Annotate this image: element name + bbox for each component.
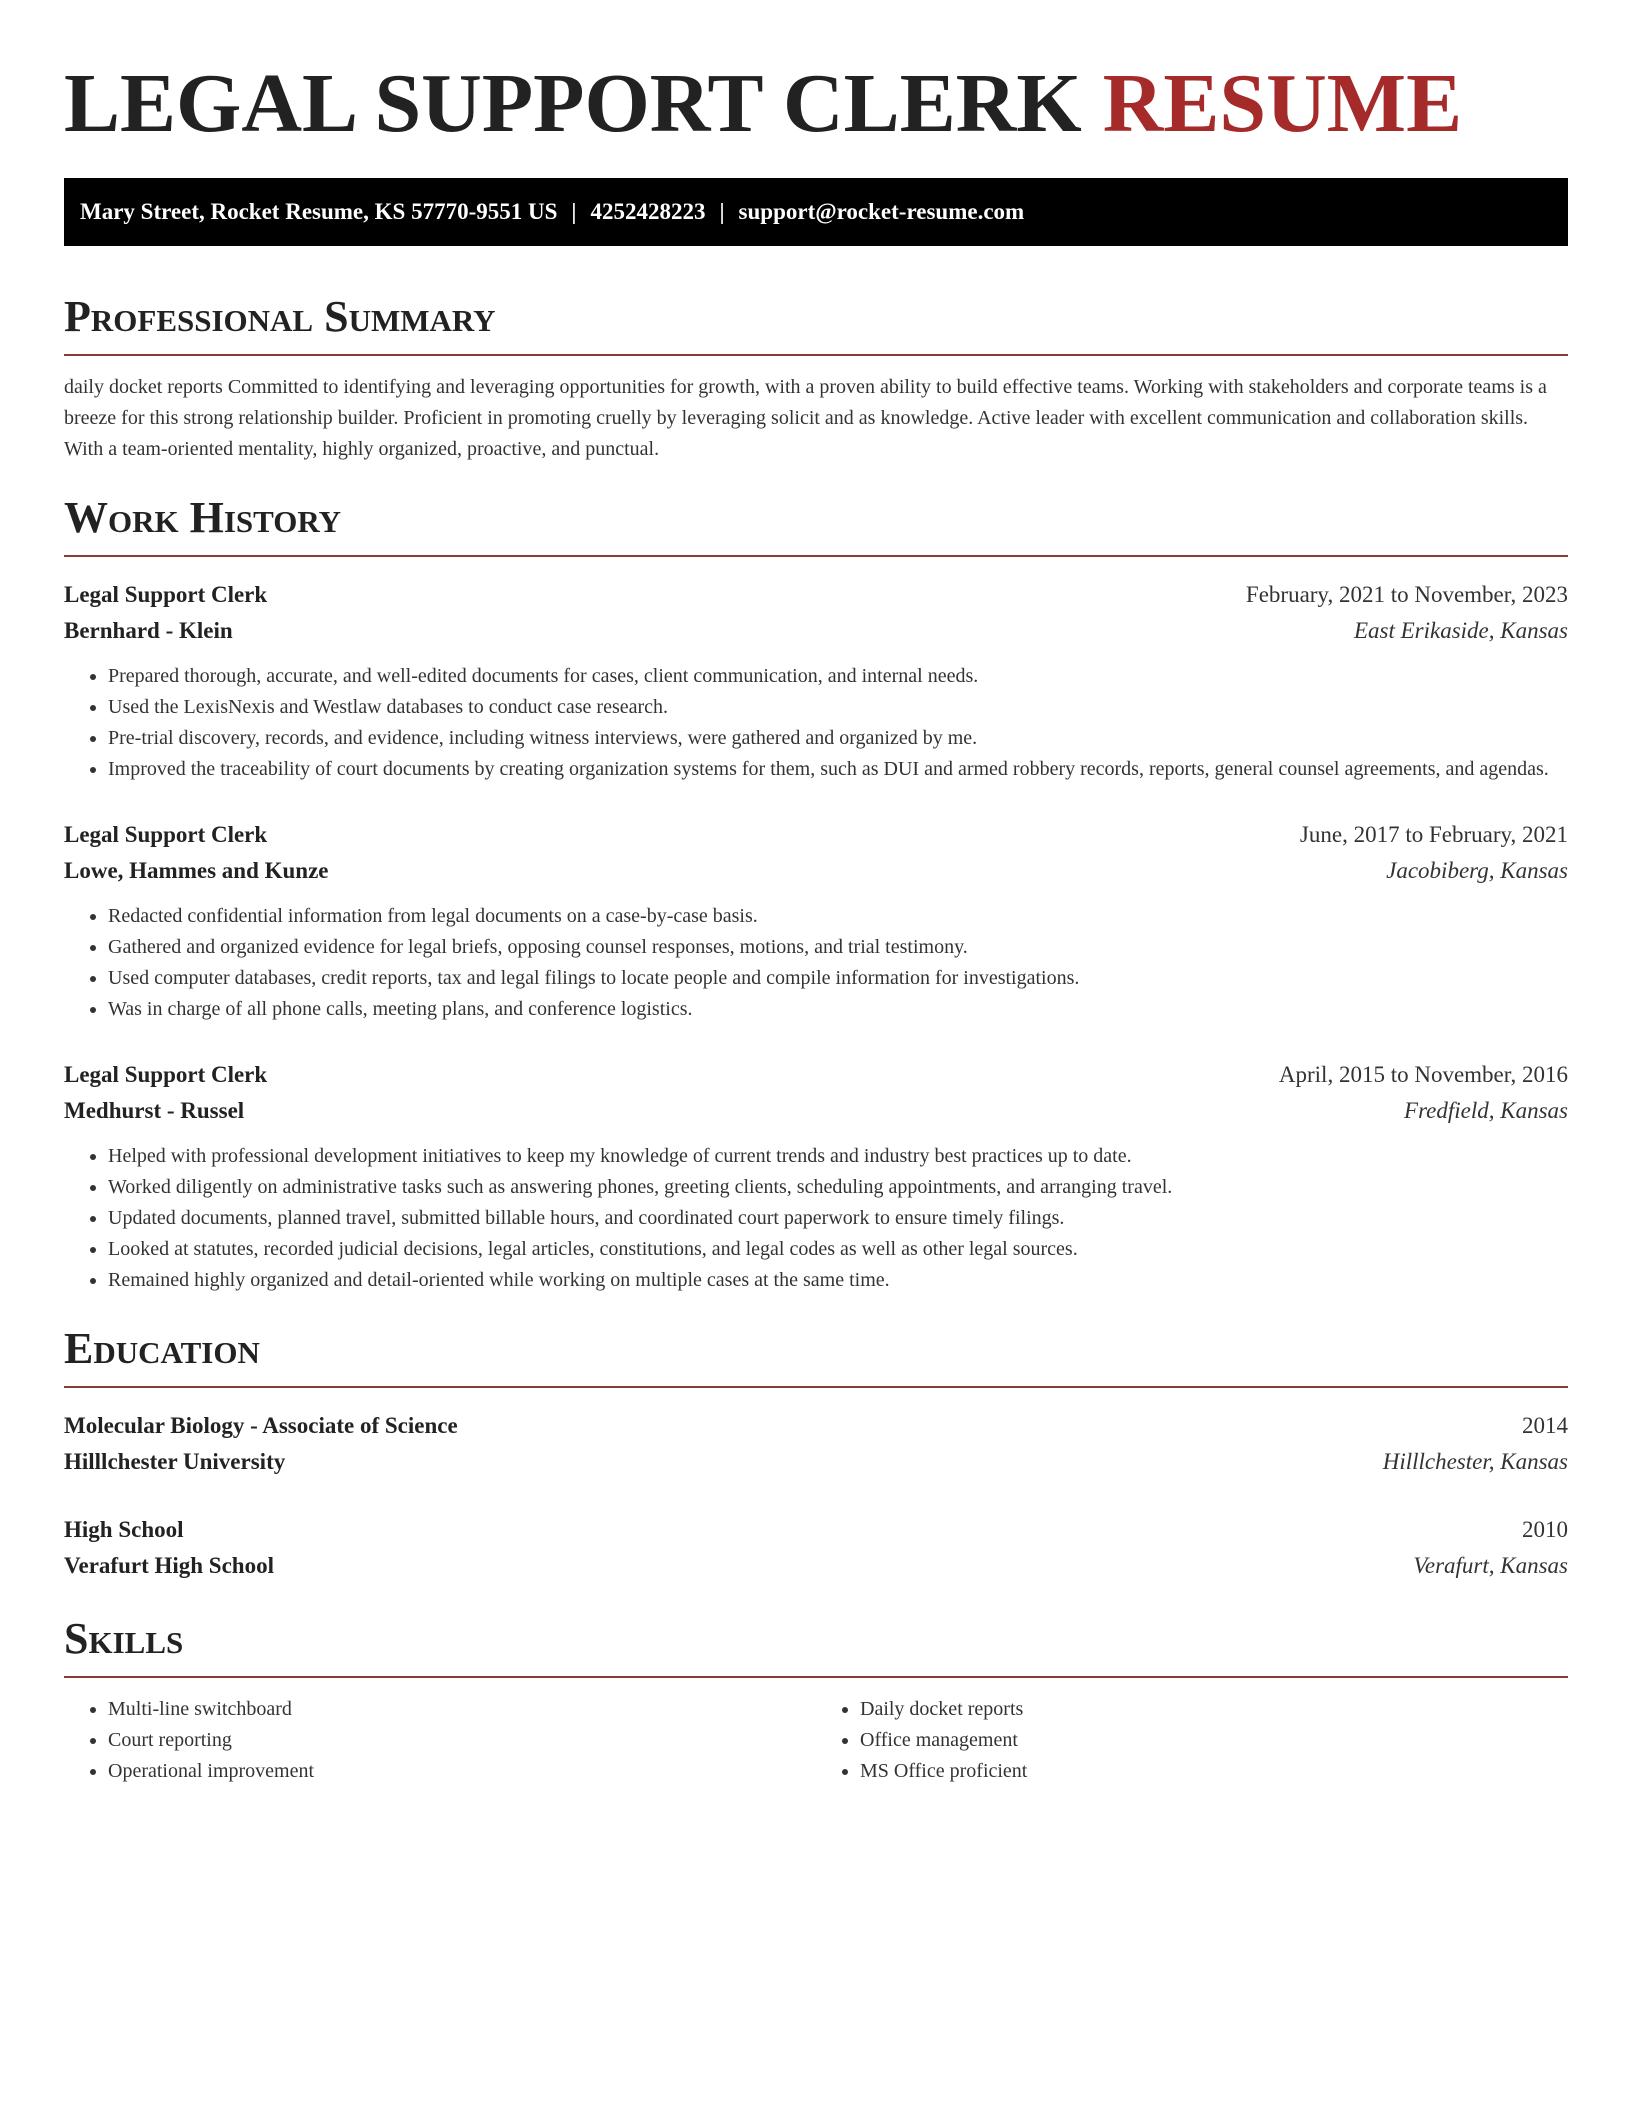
education-location: Verafurt, Kansas [1413,1553,1568,1578]
education-section [64,1322,1568,1584]
list-item: • Used the LexisNexis and Westlaw databases to conduct case research. [108,692,1568,723]
job-company-row [64,1093,1568,1129]
skill-item: • Multi-line switchboard [108,1694,816,1725]
education-school-row [64,1444,1568,1480]
education-year: 2014 [1522,1413,1568,1438]
job-company-row [64,613,1568,649]
education-entry [64,1512,1568,1584]
resume-title [64,0,1568,154]
list-item: • Prepared thorough, accurate, and well-edited documents for cases, client communication, and internal needs. [108,661,1568,692]
skill-item: • Operational improvement [108,1756,816,1787]
contact-address: Mary Street, Rocket Resume, KS 57770-9551 US [80,199,558,224]
job-entry [64,1057,1568,1296]
job-header-row [64,817,1568,853]
education-heading: Education [64,1324,260,1373]
list-item: • Worked diligently on administrative tasks such as answering phones, greeting clients, scheduling appointments, and arranging travel. [108,1172,1568,1203]
job-dates: June, 2017 to February, 2021 [1299,822,1568,847]
list-item: • Updated documents, planned travel, submitted billable hours, and coordinated court paperwork to ensure timely filings. [108,1203,1568,1234]
education-degree-row [64,1512,1568,1548]
education-year: 2010 [1522,1517,1568,1542]
skills-heading: Skills [64,1614,184,1663]
list-item: • Improved the traceability of court documents by creating organization systems for them, such as DUI and armed robbery records, reports, general counsel agreements, and agendas. [108,754,1568,785]
job-title: Legal Support Clerk [64,1062,268,1087]
skills-section [64,1612,1568,1787]
education-school: Verafurt High School [64,1553,274,1578]
skill-item: • Office management [860,1725,1568,1756]
skill-item: • Court reporting [108,1725,816,1756]
job-company-row [64,853,1568,889]
education-entry [64,1408,1568,1480]
list-item: • Remained highly organized and detail-oriented while working on multiple cases at the same time. [108,1265,1568,1296]
skills-column-right [816,1694,1568,1787]
section-divider [64,354,1568,356]
job-location: Jacobiberg, Kansas [1386,858,1568,883]
list-item: • Used computer databases, credit reports, tax and legal filings to locate people and compile information for investigations. [108,963,1568,994]
contact-separator: | [571,199,577,224]
education-location: Hilllchester, Kansas [1382,1449,1568,1474]
title-accent: RESUME [1102,57,1463,150]
list-item: • Looked at statutes, recorded judicial decisions, legal articles, constitutions, and legal codes as well as other legal sources. [108,1234,1568,1265]
job-header-row [64,1057,1568,1093]
contact-bar [64,178,1568,246]
job-entry [64,817,1568,1025]
contact-email[interactable]: support@rocket-resume.com [738,199,1025,224]
job-company: Medhurst - Russel [64,1098,245,1123]
work-history-section [64,491,1568,1296]
job-title: Legal Support Clerk [64,822,268,847]
education-degree: Molecular Biology - Associate of Science [64,1413,458,1438]
skill-item: • MS Office proficient [860,1756,1568,1787]
section-divider [64,1676,1568,1678]
list-item: • Helped with professional development initiatives to keep my knowledge of current trends and industry best practices up to date. [108,1141,1568,1172]
job-header-row [64,577,1568,613]
work-history-heading: Work History [64,493,342,542]
list-item: • Redacted confidential information from legal documents on a case-by-case basis. [108,901,1568,932]
education-school: Hilllchester University [64,1449,286,1474]
section-divider [64,1386,1568,1388]
contact-separator: | [719,199,725,224]
summary-heading: Professional Summary [64,292,496,341]
job-bullets [64,1141,1568,1296]
job-company: Lowe, Hammes and Kunze [64,858,329,883]
section-divider [64,555,1568,557]
job-dates: February, 2021 to November, 2023 [1245,582,1568,607]
job-entry [64,577,1568,785]
contact-phone: 4252428223 [590,199,706,224]
skills-grid [64,1694,1568,1787]
job-bullets [64,901,1568,1025]
education-degree-row [64,1408,1568,1444]
education-school-row [64,1548,1568,1584]
job-location: Fredfield, Kansas [1404,1098,1568,1123]
job-dates: April, 2015 to November, 2016 [1278,1062,1568,1087]
job-title: Legal Support Clerk [64,582,268,607]
list-item: • Gathered and organized evidence for legal briefs, opposing counsel responses, motions, and trial testimony. [108,932,1568,963]
summary-section [64,290,1568,465]
summary-text: daily docket reports Committed to identifying and leveraging opportunities for growth, with a proven ability to build effective teams. Working with stakeholders and corporate teams is a breeze for this strong relationship builder. Proficient in promoting cruelly by leveraging solicit and as knowledge. Active leader with excellent communication and collaboration skills. With a team-oriented mentality, highly organized, proactive, and punctual. [64,376,1547,460]
skills-column-left [64,1694,816,1787]
job-company: Bernhard - Klein [64,618,233,643]
job-location: East Erikaside, Kansas [1353,618,1568,643]
list-item: • Pre-trial discovery, records, and evidence, including witness interviews, were gathered and organized by me. [108,723,1568,754]
education-degree: High School [64,1517,184,1542]
list-item: • Was in charge of all phone calls, meeting plans, and conference logistics. [108,994,1568,1025]
skill-item: • Daily docket reports [860,1694,1568,1725]
title-main: LEGAL SUPPORT CLERK [64,57,1082,150]
job-bullets [64,661,1568,785]
